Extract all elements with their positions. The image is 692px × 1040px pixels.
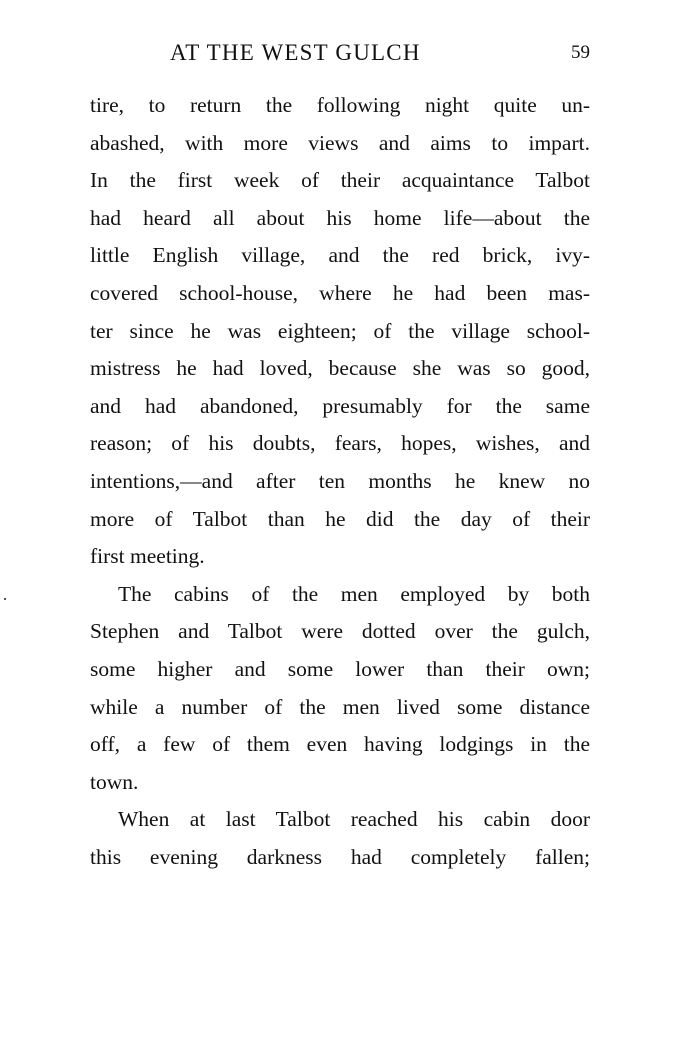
text-line: mistress he had loved, because she was so good, bbox=[90, 356, 590, 381]
text-line: while a number of the men lived some distance bbox=[90, 694, 590, 719]
text-line: tire, to return the following night quite un- bbox=[90, 93, 590, 117]
text-line: this evening darkness had completely fallen; bbox=[90, 844, 590, 869]
body-text bbox=[90, 87, 590, 876]
text-line: had heard all about his home life—about the bbox=[90, 205, 590, 230]
text-line: some higher and some lower than their own; bbox=[90, 656, 590, 681]
running-head bbox=[90, 40, 590, 72]
text-line: In the first week of their acquaintance Talbot bbox=[90, 168, 590, 193]
text-line: abashed, with more views and aims to impart. bbox=[90, 130, 590, 155]
text-line-paragraph-start: The cabins of the men employed by both bbox=[118, 581, 590, 606]
running-title: AT THE WEST GULCH bbox=[170, 40, 421, 65]
text-line: ter since he was eighteen; of the village school- bbox=[90, 318, 590, 343]
text-line: little English village, and the red brick, ivy- bbox=[90, 243, 590, 268]
text-line: Stephen and Talbot were dotted over the gulch, bbox=[90, 619, 590, 644]
text-line-paragraph-end: town. bbox=[90, 769, 139, 794]
text-line: reason; of his doubts, fears, hopes, wishes, and bbox=[90, 431, 590, 456]
text-line-paragraph-end: first meeting. bbox=[90, 544, 205, 569]
text-line: covered school-house, where he had been mas- bbox=[90, 280, 590, 305]
text-line: off, a few of them even having lodgings in the bbox=[90, 732, 590, 757]
page-number: 59 bbox=[571, 42, 590, 63]
text-line: intentions,—and after ten months he knew no bbox=[90, 468, 590, 493]
margin-speck bbox=[4, 598, 6, 600]
text-line-paragraph-start: When at last Talbot reached his cabin door bbox=[118, 807, 590, 832]
text-line: and had abandoned, presumably for the same bbox=[90, 393, 590, 418]
text-line: more of Talbot than he did the day of their bbox=[90, 506, 590, 531]
